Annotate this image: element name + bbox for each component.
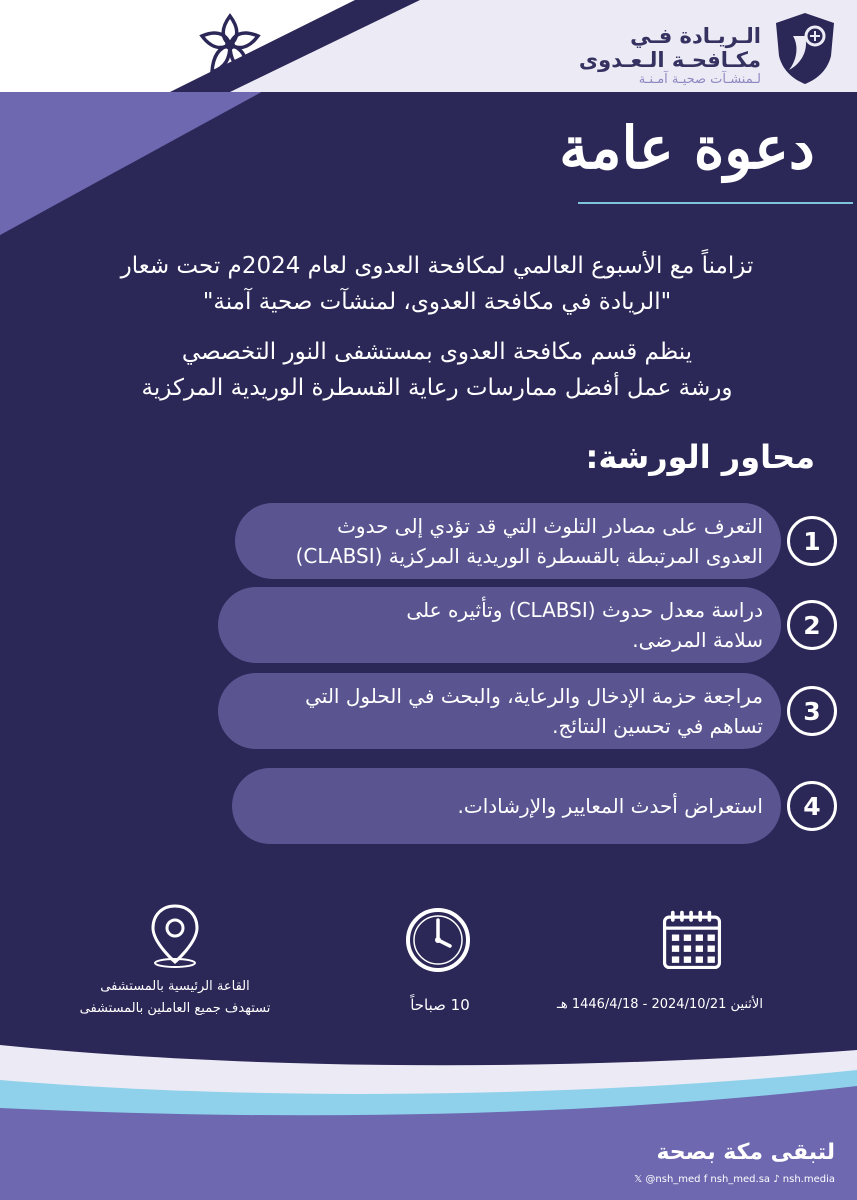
intro-line-2: "الريادة في مكافحة العدوى، لمنشآت صحية آمنة"	[202, 289, 672, 315]
top-left-band-over-panel	[0, 92, 260, 235]
topic-item-4	[232, 768, 841, 844]
campaign-subtitle: لـمنشـآت صحيـة آمـنـة	[638, 72, 761, 87]
topic-2-line-1: دراسة معدل حدوث (CLABSI) وتأثيره على	[406, 598, 763, 622]
location-line-1: القاعة الرئيسية بالمستشفى	[100, 979, 250, 994]
location-line-2: تستهدف جميع العاملين بالمستشفى	[79, 1001, 271, 1016]
campaign-title-line2: مكـافحـة الـعـدوى	[578, 48, 761, 72]
topic-2-line-2: سلامة المرضى.	[632, 628, 763, 652]
title-divider	[578, 202, 853, 204]
hospital-logo	[12, 10, 272, 84]
intro-line-4: ورشة عمل أفضل ممارسات رعاية القسطرة الوريدية المركزية	[141, 375, 733, 401]
page-title: دعوة عامة	[559, 114, 815, 182]
topic-3-line-2: تساهم في تحسين النتائج.	[552, 714, 763, 738]
intro-line-3: ينظم قسم مكافحة العدوى بمستشفى النور التخصصي	[181, 339, 693, 365]
shield-emblem-icon	[771, 10, 839, 86]
topic-text	[255, 503, 763, 579]
star-flower-emblem-icon	[197, 12, 263, 78]
intro-line-1: تزامناً مع الأسبوع العالمي لمكافحة العدوى لعام 2024م تحت شعار	[120, 253, 754, 279]
location-text	[70, 976, 280, 1020]
calendar-icon	[660, 908, 724, 972]
campaign-logo	[578, 8, 839, 88]
topic-item-1	[235, 503, 841, 579]
topic-3-line-1: مراجعة حزمة الإدخال والرعاية، والبحث في الحلول التي	[305, 684, 763, 708]
topic-1-line-2: العدوى المرتبطة بالقسطرة الوريدية المركزية (CLABSI)	[295, 544, 763, 568]
topic-number-badge: 1	[787, 516, 837, 566]
workshop-topics-heading: محاور الورشة:	[585, 438, 815, 476]
topic-item-2	[218, 587, 841, 663]
topic-text	[238, 673, 763, 749]
clock-icon	[403, 905, 473, 975]
topic-1-line-1: التعرف على مصادر التلوث التي قد تؤدي إلى حدوث	[337, 514, 763, 538]
intro-text	[57, 248, 817, 406]
topic-number-badge: 4	[787, 781, 837, 831]
topic-text	[252, 768, 763, 844]
date-text: الأثنين 2024/10/21 - 1446/4/18 هـ	[557, 997, 763, 1012]
social-handles: 𝕏 @nsh_med f nsh_med.sa ♪ nsh.media	[634, 1174, 835, 1185]
topic-text	[238, 587, 763, 663]
topic-number-badge: 2	[787, 600, 837, 650]
time-text: 10 صباحاً	[410, 996, 470, 1014]
location-pin-icon	[140, 900, 210, 970]
topic-4-line-1: استعراض أحدث المعايير والإرشادات.	[457, 794, 763, 818]
footer-slogan: لتبقى مكة بصحة	[656, 1140, 835, 1165]
topic-number-badge: 3	[787, 686, 837, 736]
hospital-name-english: Al-Noor Specialist Hospital	[71, 56, 192, 84]
campaign-title-line1: الـريـادة فـي	[630, 24, 761, 48]
intro-spacer	[57, 320, 817, 334]
hospital-name-arabic: مستشفى النور التخصصي	[14, 34, 192, 50]
topic-item-3	[218, 673, 841, 749]
